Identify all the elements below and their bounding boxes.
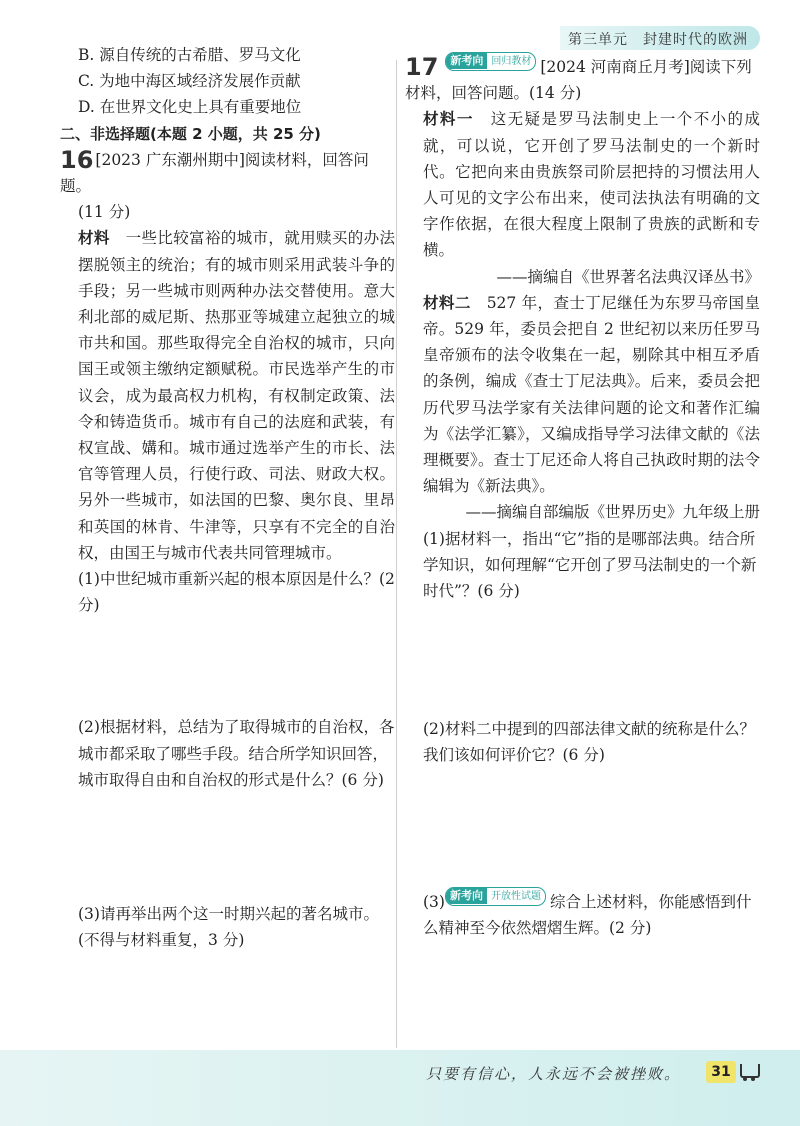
- cart-icon: [740, 1064, 760, 1078]
- question-number: 17: [405, 53, 439, 81]
- subquestion-2: (2)根据材料，总结为了取得城市的自治权，各城市都采取了哪些手段。结合所学知识回答，城市取得自由和自治权的形式是什么？(6 分): [78, 718, 395, 789]
- question-source: [2024 河南商丘月考]阅读下列材料，回答问题。(14 分): [405, 58, 752, 103]
- material-label: 材料一: [423, 110, 474, 129]
- material-label: 材料: [78, 229, 110, 248]
- answer-area: [60, 618, 395, 714]
- material-text: 一些比较富裕的城市，就用赎买的办法摆脱领主的统治；有的城市则采用武装斗争的手段；另一些城市则两种办法交替使用。意大利北部的威尼斯、热那亚等城建立起独立的城市共和国。那些取得完全自治权的城市，只向国王或领主缴纳定额赋税。市民选举产生的市议会，成为最高权力机构，有权制定政策、法令和铸造货币。城市有自己的法庭和武装，有权宣战、媾和。城市通过选举产生的市长、法官等管理人员，行使行政、司法、财政大权。另外一些城市，如法国的巴黎、奥尔良、里昂和英国的林肯、牛津等，只享有不完全的自治权，由国王与城市代表共同管理城市。: [78, 229, 395, 562]
- new-direction-tag: 新考向 回归教材: [445, 52, 536, 71]
- option-c: C. 为地中海区域经济发展作贡献: [78, 72, 301, 91]
- material-1-source: ——摘编自《世界著名法典汉译丛书》: [496, 267, 760, 286]
- question-16: [60, 147, 395, 954]
- question-source: [2023 广东潮州期中]阅读材料，回答问题。: [60, 150, 369, 196]
- open-question-tag: 新考向 开放性试题: [445, 887, 546, 906]
- material-text: 527 年，查士丁尼继任为东罗马帝国皇帝。529 年，委员会把自 2 世纪初以来历任罗马皇帝颁布的法令收集在一起，剔除其中相互矛盾的条例，编成《查士丁尼法典》。后来，委员会把历代罗马法学家有关法律问题的论文和著作汇编为《法学汇纂》，又编成指导学习法律文献的《法理概要》。查士丁尼还命人将自己执政时期的法令编辑为《新法典》。: [423, 293, 760, 496]
- subquestion-3: (3) 新考向 开放性试题 综合上述材料，你能感悟到什么精神至今依然熠熠生辉。(2 分): [423, 888, 752, 937]
- question-17: [405, 52, 760, 941]
- material-label: 材料二: [423, 293, 471, 312]
- answer-area: [405, 604, 760, 716]
- question-score: (11 分): [78, 203, 131, 222]
- option-d: D. 在世界文化史上具有重要地位: [78, 98, 302, 117]
- answer-area: [60, 793, 395, 901]
- question-number: 16: [60, 145, 94, 174]
- material-2: [405, 290, 760, 500]
- page-number: 31: [706, 1061, 736, 1083]
- material: [60, 225, 395, 566]
- material-text: 这无疑是罗马法制史上一个不小的成就，可以说，它开创了罗马法制史的一个新时代。它把向来由贵族祭司阶层把持的习惯法用人人可见的文字公布出来，使司法执法有明确的文字作依据，在很大程度上限制了贵族的武断和专横。: [423, 110, 760, 260]
- subquestion-3: (3)请再举出两个这一时期兴起的著名城市。(不得与材料重复，3 分): [78, 905, 379, 950]
- answer-area: [405, 769, 760, 887]
- material-1: [405, 106, 760, 263]
- footer-band: [0, 1050, 800, 1126]
- left-column: [60, 42, 395, 953]
- subquestion-2: (2)材料二中提到的四部法律文献的统称是什么？我们该如何评价它？(6 分): [423, 720, 755, 765]
- section-title: 二、非选择题(本题 2 小题，共 25 分): [60, 124, 321, 143]
- footer-motto: 只要有信心，人永远不会被挫败。: [426, 1065, 682, 1083]
- option-b: B. 源自传统的古希腊、罗马文化: [78, 46, 301, 64]
- subquestion-1: (1)据材料一，指出“它”指的是哪部法典。结合所学知识，如何理解“它开创了罗马法制史的一个新时代”？(6 分): [423, 529, 757, 601]
- unit-title: 第三单元 封建时代的欧洲: [568, 32, 748, 48]
- material-2-source: ——摘编自部编版《世界历史》九年级上册: [465, 503, 760, 522]
- column-divider: [396, 60, 397, 1048]
- subquestion-1: (1)中世纪城市重新兴起的根本原因是什么？(2 分): [78, 570, 395, 615]
- right-column: [405, 42, 760, 941]
